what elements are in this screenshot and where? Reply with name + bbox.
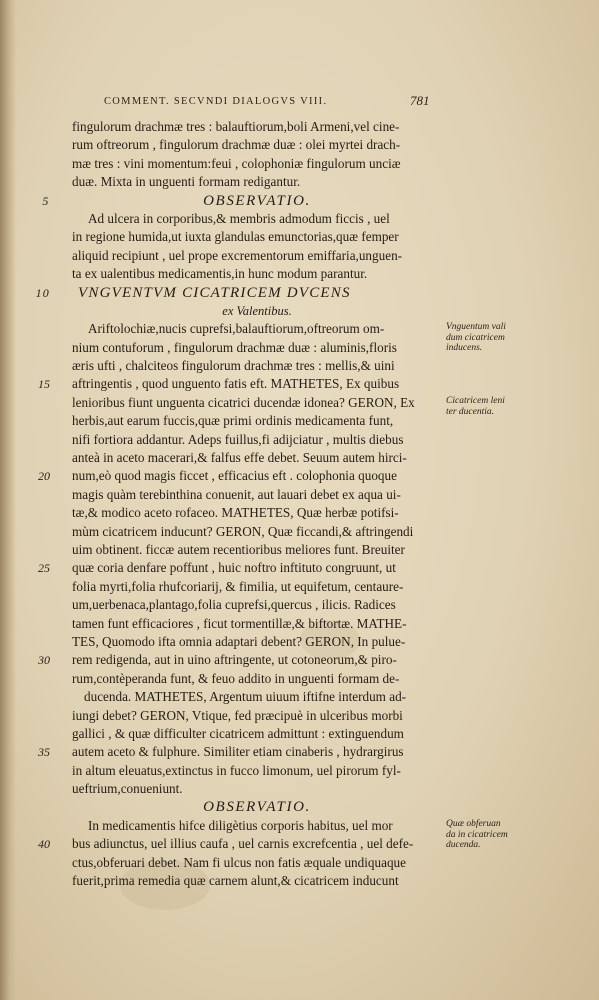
text-line [72, 615, 442, 633]
text-line [72, 394, 442, 412]
text-line [42, 192, 442, 210]
text-line [72, 357, 442, 375]
line-text: gallici , & quæ difficulter cicatricem admittunt : extinguendum [72, 725, 404, 741]
line-text: bus adiunctus, uel illius caufa , uel carnis excrefcentia , uel defe- [72, 836, 414, 852]
page-gutter-shadow [0, 0, 16, 1000]
text-line [72, 541, 442, 559]
text-line [38, 559, 442, 577]
line-text: ueftrium,conueniunt. [72, 781, 183, 797]
line-text: herbis,aut earum fuccis,quæ primi ordinis medicamenta funt, [72, 413, 394, 429]
line-text: nifi fortiora addantur. Adeps fuillus,fi adijciatur , multis diebus [72, 431, 404, 447]
line-text: Ad ulcera in corporibus,& membris admodum ficcis , uel [88, 210, 390, 226]
text-line [72, 339, 442, 357]
margin-note: Vnguentum vali dum cicatricem inducens. [446, 322, 506, 354]
margin-note: Quæ obferuan da in cicatricem ducenda. [446, 819, 508, 851]
line-number: 10 [35, 285, 50, 300]
line-text: um,uerbenaca,plantago,folia cuprefsi,quercus , ilicis. Radices [72, 597, 396, 613]
text-line [72, 486, 442, 504]
line-text: OBSERVATIO. [203, 192, 311, 209]
line-number: 20 [38, 469, 50, 484]
text-line [72, 596, 442, 614]
text-line [72, 118, 442, 136]
line-text: uim obtinent. ficcæ autem recentioribus meliores funt. Breuiter [72, 541, 405, 557]
text-line [72, 247, 442, 265]
line-text: rum oftreorum , fingulorum drachmæ duæ : olei myrtei drach- [72, 137, 401, 153]
line-number: 35 [38, 745, 50, 760]
line-text: aftringentis , quod unguento fatis eft. MATHETES, Ex quibus [72, 376, 400, 392]
line-text: fingulorum drachmæ tres : balauftiorum,boli Armeni,vel cine- [72, 119, 400, 134]
line-text: folia myrti,folia rhufcoriarij, & fimilia, ut equifetum, centaure- [72, 578, 404, 594]
text-line [72, 504, 442, 522]
text-line [72, 725, 442, 743]
text-line [72, 155, 442, 173]
text-line [72, 707, 442, 725]
text-line [72, 210, 442, 228]
text-line [72, 136, 442, 154]
text-line [72, 265, 442, 283]
text-line [72, 523, 442, 541]
line-text: autem aceto & fulphure. Similiter etiam cinaberis , hydrargirus [72, 744, 404, 760]
folio-number: 781 [410, 93, 430, 108]
line-text: mæ tres : vini momentum:feui , colophoniæ fingulorum unciæ [72, 155, 401, 171]
line-text: in regione humida,ut iuxta glandulas emunctorias,quæ femper [72, 229, 399, 245]
line-number: 5 [42, 193, 50, 208]
line-number: 25 [38, 561, 50, 576]
text-line [72, 320, 442, 338]
text-line [72, 302, 442, 320]
text-line [38, 651, 442, 669]
line-text: OBSERVATIO. [203, 799, 311, 816]
line-text: Ariftolochiæ,nucis cuprefsi,balauftiorum,oftreorum om- [88, 321, 385, 337]
line-text: lenioribus fiunt unguenta cicatrici ducendæ idonea? GERON, Ex [72, 394, 415, 410]
line-number: 40 [38, 837, 50, 852]
line-text: VNGVENTVM CICATRICEM DVCENS [78, 284, 351, 301]
line-text: In medicamentis hifce diligètius corporis habitus, uel mor [88, 817, 393, 833]
line-text: tamen funt efficaciores , ficut tormentillæ,& biftortæ. MATHE- [72, 615, 407, 631]
text-line [72, 449, 442, 467]
text-line [72, 780, 442, 798]
line-text: fuerit,prima remedia quæ carnem alunt,& cicatricem inducunt [72, 873, 399, 889]
line-text: ducenda. MATHETES, Argentum uiuum iftifne interdum ad- [84, 689, 407, 705]
line-text: rum,contèperanda funt, & feuo addito in unguenti formam de- [72, 670, 400, 686]
line-text: in altum eleuatus,extinctus in fucco limonum, uel pirorum fyl- [72, 762, 401, 778]
line-text: num,eò quod magis ficcet , efficacius eft . colophonia quoque [72, 468, 397, 484]
line-text: ex Valentibus. [222, 303, 292, 318]
text-line [72, 412, 442, 430]
line-text: rem redigenda, aut in uino aftringente, ut cotoneorum,& piro- [72, 652, 397, 668]
line-text: magis quàm terebinthina conuenit, aut lauari debet ex aqua ui- [72, 486, 401, 502]
text-line [72, 578, 442, 596]
margin-note: Cicatricem leni ter ducentia. [446, 396, 505, 417]
line-text: iungi debet? GERON, Vtique, fed præcipuè in ulceribus morbi [72, 707, 403, 723]
line-text: mùm cicatricem inducunt? GERON, Quæ ficcandi,& aftringendi [72, 523, 414, 539]
line-text: TES, Quomodo ifta omnia adaptari debent? GERON, In pulue- [72, 633, 406, 649]
text-line [72, 633, 442, 651]
text-line [72, 688, 442, 706]
text-line [72, 173, 442, 191]
line-text: ta ex ualentibus medicamentis,in hunc modum parantur. [72, 266, 368, 282]
line-number: 30 [38, 653, 50, 668]
text-line [38, 467, 442, 485]
line-text: aliquid recipiunt , uel prope excrementorum emiffaria,unguen- [72, 247, 403, 263]
line-text: tæ,& modico aceto rofaceo. MATHETES, Quæ herbæ potifsi- [72, 505, 399, 521]
line-number: 15 [38, 377, 50, 392]
line-text: ctus,obferuari debet. Nam fi ulcus non fatis æquale undiquaque [72, 854, 406, 870]
text-line [72, 872, 442, 890]
line-text: quæ coria denfare poffunt , huic noftro inftituto congruunt, ut [72, 560, 396, 576]
line-text: duæ. Mixta in unguenti formam redigantur. [72, 174, 301, 190]
text-line [38, 835, 442, 853]
text-line [72, 817, 442, 835]
line-text: anteà in aceto macerari,& falfus effe debet. Seuum autem hirci- [72, 450, 407, 466]
text-line [72, 762, 442, 780]
text-line [72, 228, 442, 246]
text-line [35, 284, 442, 302]
line-text: nium contuforum , fingulorum drachmæ duæ : aluminis,floris [72, 339, 397, 355]
body-text [35, 118, 442, 890]
line-text: æris ufti , chalciteos fingulorum drachmæ tres : mellis,& uini [72, 358, 395, 374]
running-title: COMMENT. SECVNDI DIALOGVS VIII. [104, 96, 328, 107]
text-line [72, 670, 442, 688]
text-line [72, 431, 442, 449]
text-line [38, 375, 442, 393]
text-line [38, 743, 442, 761]
text-line [72, 854, 442, 872]
text-line [72, 798, 442, 816]
